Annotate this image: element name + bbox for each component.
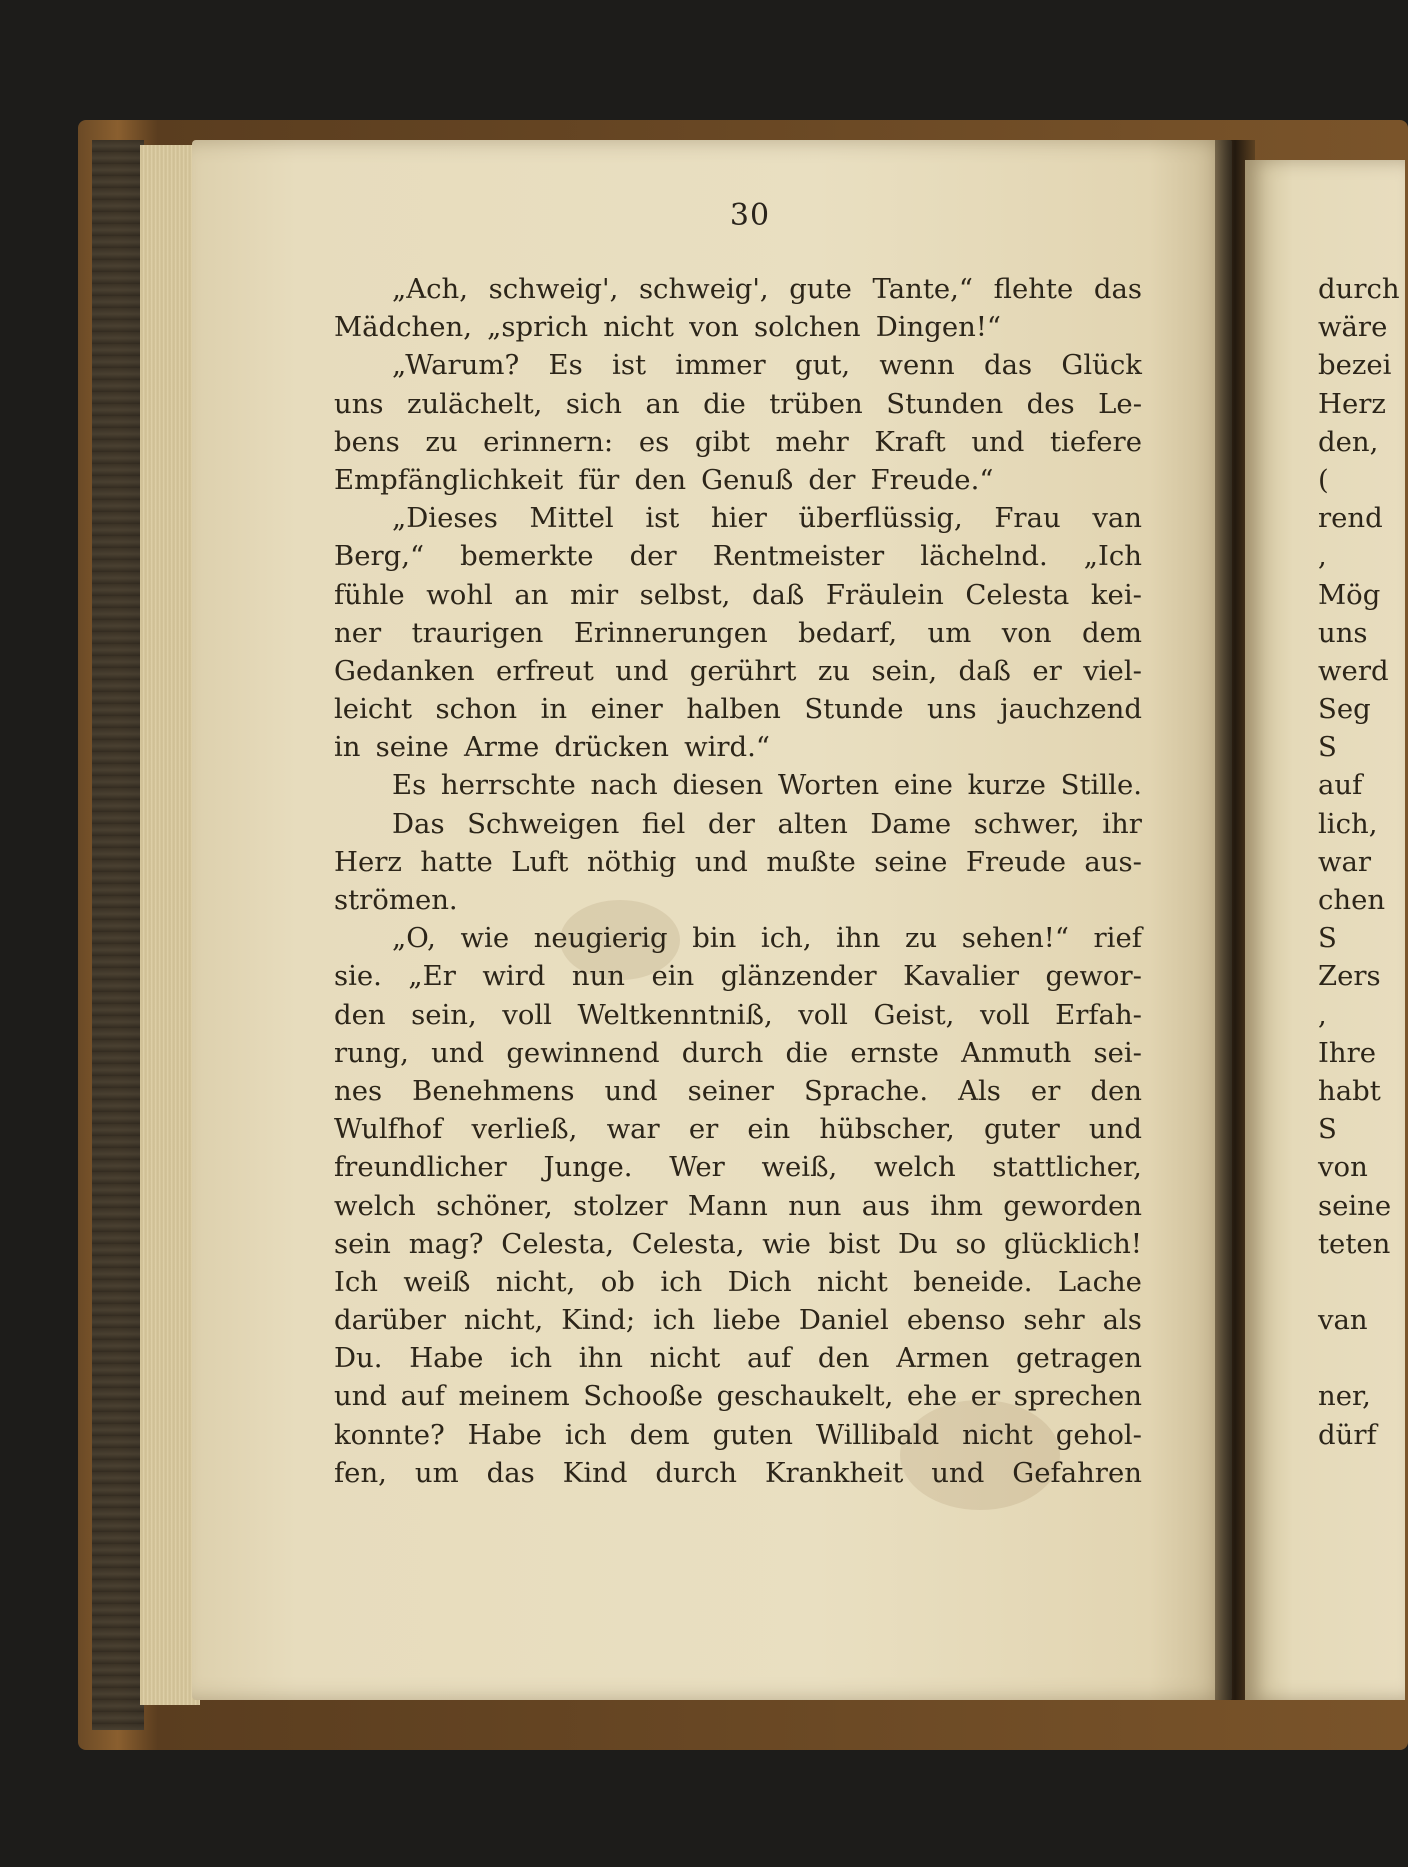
text-line: Wulfhof verließ, war er ein hübscher, guter und xyxy=(334,1113,1142,1146)
text-line: nes Benehmens und seiner Sprache. Als er den xyxy=(334,1074,1142,1107)
facing-line: van xyxy=(1318,1304,1368,1337)
text-line: ner traurigen Erinnerungen bedarf, um von dem xyxy=(334,616,1142,649)
text-line: in seine Arme drücken wird.“ xyxy=(334,731,770,764)
facing-line: S xyxy=(1318,922,1337,955)
facing-line xyxy=(1318,1263,1408,1301)
text-line: uns zulächelt, sich an die trüben Stunden des Le- xyxy=(334,387,1142,420)
facing-page-text xyxy=(1318,270,1408,1454)
facing-line: Herz xyxy=(1318,387,1386,420)
text-line: Du. Habe ich ihn nicht auf den Armen getragen xyxy=(334,1342,1142,1375)
text-line: Mädchen, „sprich nicht von solchen Dingen!“ xyxy=(334,311,1001,344)
facing-line: S xyxy=(1318,731,1337,764)
facing-line: Mög xyxy=(1318,578,1381,611)
facing-line: bezei xyxy=(1318,349,1392,382)
page-number: 30 xyxy=(729,198,771,233)
facing-line: S xyxy=(1318,1113,1337,1146)
facing-line xyxy=(1318,1339,1408,1377)
text-line: darüber nicht, Kind; ich liebe Daniel ebenso sehr als xyxy=(334,1304,1142,1337)
text-line: den sein, voll Weltkenntniß, voll Geist, voll Erfah- xyxy=(334,998,1142,1031)
text-line: welch schöner, stolzer Mann nun aus ihm geworden xyxy=(334,1189,1142,1222)
facing-line: Ihre xyxy=(1318,1036,1376,1069)
facing-line: Zers xyxy=(1318,960,1381,993)
text-line: strömen. xyxy=(334,884,458,916)
facing-line: lich, xyxy=(1318,807,1378,840)
book-spine xyxy=(92,140,144,1730)
text-line: Herz hatte Luft nöthig und mußte seine Freude aus- xyxy=(334,845,1142,878)
page-edges xyxy=(140,145,200,1705)
text-line: fen, um das Kind durch Krankheit und Gefahren xyxy=(334,1456,1142,1489)
facing-line: wäre xyxy=(1318,311,1388,344)
text-line: freundlicher Junge. Wer weiß, welch stattlicher, xyxy=(334,1151,1142,1184)
text-line: Ich weiß nicht, ob ich Dich nicht beneide. Lache xyxy=(334,1265,1142,1298)
facing-line: ner, xyxy=(1318,1380,1371,1413)
text-line: Es herrschte nach diesen Worten eine kurze Stille. xyxy=(392,769,1142,802)
facing-line: , xyxy=(1318,540,1327,573)
text-line: fühle wohl an mir selbst, daß Fräulein Celesta kei- xyxy=(334,578,1142,611)
text-line: sein mag? Celesta, Celesta, wie bist Du so glücklich! xyxy=(334,1227,1142,1260)
text-line: Das Schweigen fiel der alten Dame schwer, ihr xyxy=(392,807,1142,840)
facing-line: seine xyxy=(1318,1189,1392,1222)
facing-line: rend xyxy=(1318,502,1383,535)
text-line: „Dieses Mittel ist hier überflüssig, Frau van xyxy=(392,502,1142,535)
facing-line: auf xyxy=(1318,769,1363,802)
text-line: Berg,“ bemerkte der Rentmeister lächelnd. „Ich xyxy=(334,540,1142,573)
text-line: rung, und gewinnend durch die ernste Anmuth sei- xyxy=(334,1036,1142,1069)
text-line: sie. „Er wird nun ein glänzender Kavalier gewor- xyxy=(334,960,1142,993)
facing-line: dürf xyxy=(1318,1418,1377,1451)
facing-line: uns xyxy=(1318,616,1368,649)
facing-line: von xyxy=(1318,1151,1368,1184)
facing-line: durch xyxy=(1318,273,1400,305)
facing-line: habt xyxy=(1318,1074,1381,1107)
facing-line: war xyxy=(1318,845,1372,878)
text-line: „Ach, schweig', schweig', gute Tante,“ flehte das xyxy=(392,273,1142,305)
text-line: Empfänglichkeit für den Genuß der Freude.“ xyxy=(334,463,994,496)
facing-line: , xyxy=(1318,998,1327,1031)
facing-line: Seg xyxy=(1318,693,1371,726)
facing-line: chen xyxy=(1318,884,1386,916)
facing-line: den, xyxy=(1318,425,1379,458)
text-line: konnte? Habe ich dem guten Willibald nicht gehol- xyxy=(334,1418,1142,1451)
text-line: Gedanken erfreut und gerührt zu sein, daß er viel- xyxy=(334,654,1142,687)
text-line: leicht schon in einer halben Stunde uns jauchzend xyxy=(334,693,1142,726)
text-line: und auf meinem Schooße geschaukelt, ehe er sprechen xyxy=(334,1380,1142,1413)
facing-line: ( xyxy=(1318,463,1329,496)
text-line: „Warum? Es ist immer gut, wenn das Glück xyxy=(392,349,1142,382)
body-text xyxy=(334,270,1142,1492)
facing-line: werd xyxy=(1318,654,1389,687)
facing-line: teten xyxy=(1318,1227,1391,1260)
text-line: „O, wie neugierig bin ich, ihn zu sehen!“ rief xyxy=(392,922,1142,955)
text-line: bens zu erinnern: es gibt mehr Kraft und tiefere xyxy=(334,425,1142,458)
